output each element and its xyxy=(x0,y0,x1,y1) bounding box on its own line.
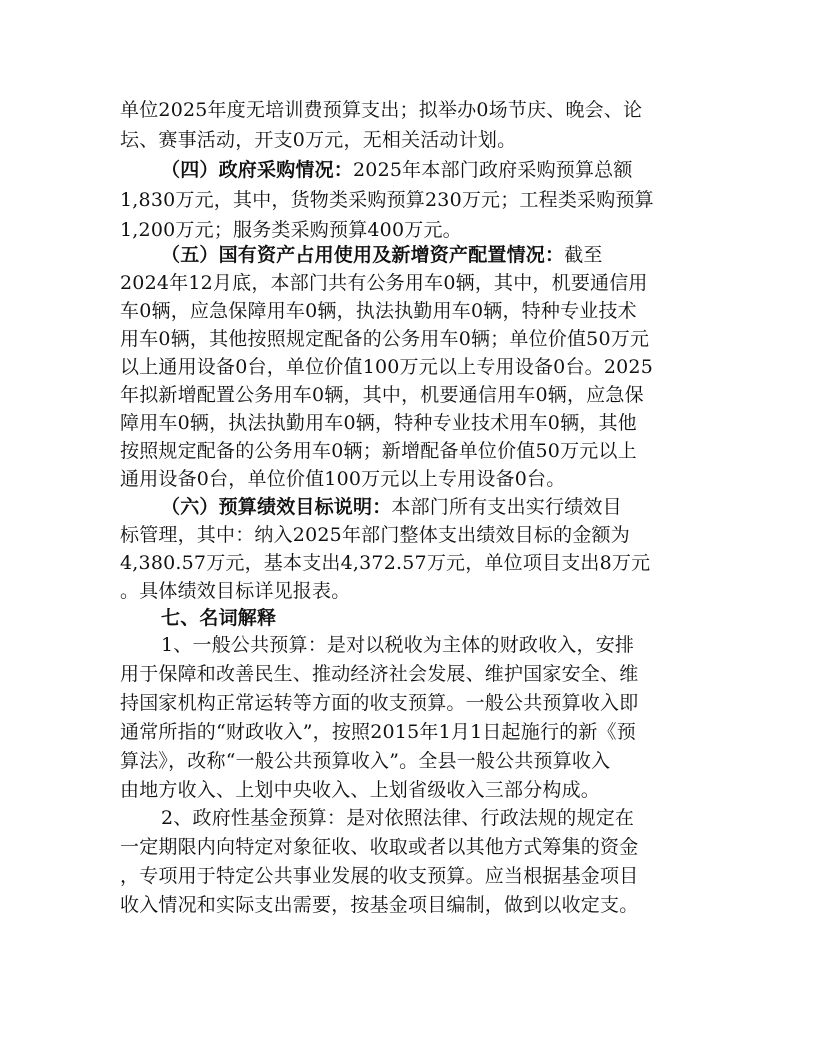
paragraph-line: 。具体绩效目标详见报表。 xyxy=(120,580,351,602)
paragraph-line: 2024年12月底，本部门共有公务用车0辆，其中，机要通信用 xyxy=(120,272,648,294)
paragraph-line: 持国家机构正常运转等方面的收支预算。一般公共预算收入即 xyxy=(120,692,639,714)
paragraph-line: 年拟新增配置公务用车0辆，其中，机要通信用车0辆，应急保 xyxy=(120,384,644,406)
section-6-paragraph xyxy=(161,492,700,522)
paragraph-line: 通常所指的“财政收入”，按照2015年1月1日起施行的新《预 xyxy=(120,721,636,743)
paragraph-line: 用于保障和改善民生、推动经济社会发展、维护国家安全、维 xyxy=(120,663,639,685)
paragraph-line: 障用车0辆，执法执勤用车0辆，特种专业技术用车0辆，其他 xyxy=(120,412,637,434)
chapter-7-heading: 七、名词解释 xyxy=(161,607,277,629)
section-4-heading: （四）政府采购情况： xyxy=(161,159,354,181)
paragraph-line: 4,380.57万元，基本支出4,372.57万元，单位项目支出8万元 xyxy=(120,552,651,574)
paragraph-text: 2025年本部门政府采购预算总额 xyxy=(353,159,633,181)
paragraph-line: 单位2025年度无培训费预算支出；拟举办0场节庆、晚会、论 xyxy=(120,99,643,121)
paragraph-line: 1,830万元，其中，货物类采购预算230万元；工程类采购预算 xyxy=(120,189,654,211)
paragraph-line: 按照规定配备的公务用车0辆；新增配备单位价值50万元以上 xyxy=(120,440,637,462)
term-2-line: 2、政府性基金预算：是对依照法律、行政法规的规定在 xyxy=(161,807,635,829)
paragraph-line: 1,200万元；服务类采购预算400万元。 xyxy=(120,219,462,241)
paragraph-line: 用车0辆，其他按照规定配备的公务用车0辆；单位价值50万元 xyxy=(120,328,650,350)
paragraph-line: ，专项用于特定公共事业发展的收支预算。应当根据基金项目 xyxy=(120,865,639,887)
paragraph-line: 以上通用设备0台，单位价值100万元以上专用设备0台。2025 xyxy=(120,356,653,378)
paragraph-line: 标管理，其中：纳入2025年部门整体支出绩效目标的金额为 xyxy=(120,524,630,546)
section-6-heading: （六）预算绩效目标说明： xyxy=(161,496,392,518)
paragraph-line: 坛、赛事活动，开支0万元，无相关活动计划。 xyxy=(120,129,517,151)
paragraph-line: 由地方收入、上划中央收入、上划省级收入三部分构成。 xyxy=(120,779,601,801)
section-4-paragraph xyxy=(161,155,700,185)
paragraph-line: 收入情况和实际支出需要，按基金项目编制，做到以收定支。 xyxy=(120,894,639,916)
section-5-heading: （五）国有资产占用使用及新增资产配置情况： xyxy=(161,244,565,266)
paragraph-line: 算法》，改称“一般公共预算收入”。全县一般公共预算收入 xyxy=(120,750,611,772)
paragraph-text: 本部门所有支出实行绩效目 xyxy=(391,496,622,518)
paragraph-line: 通用设备0台，单位价值100万元以上专用设备0台。 xyxy=(120,468,566,490)
term-1-line: 1、一般公共预算：是对以税收为主体的财政收入，安排 xyxy=(161,634,635,656)
section-5-paragraph xyxy=(161,240,700,270)
paragraph-line: 一定期限内向特定对象征收、收取或者以其他方式筹集的资金 xyxy=(120,836,639,858)
paragraph-line: 车0辆，应急保障用车0辆，执法执勤用车0辆，特种专业技术 xyxy=(120,300,637,322)
paragraph-text: 截至 xyxy=(564,244,603,266)
